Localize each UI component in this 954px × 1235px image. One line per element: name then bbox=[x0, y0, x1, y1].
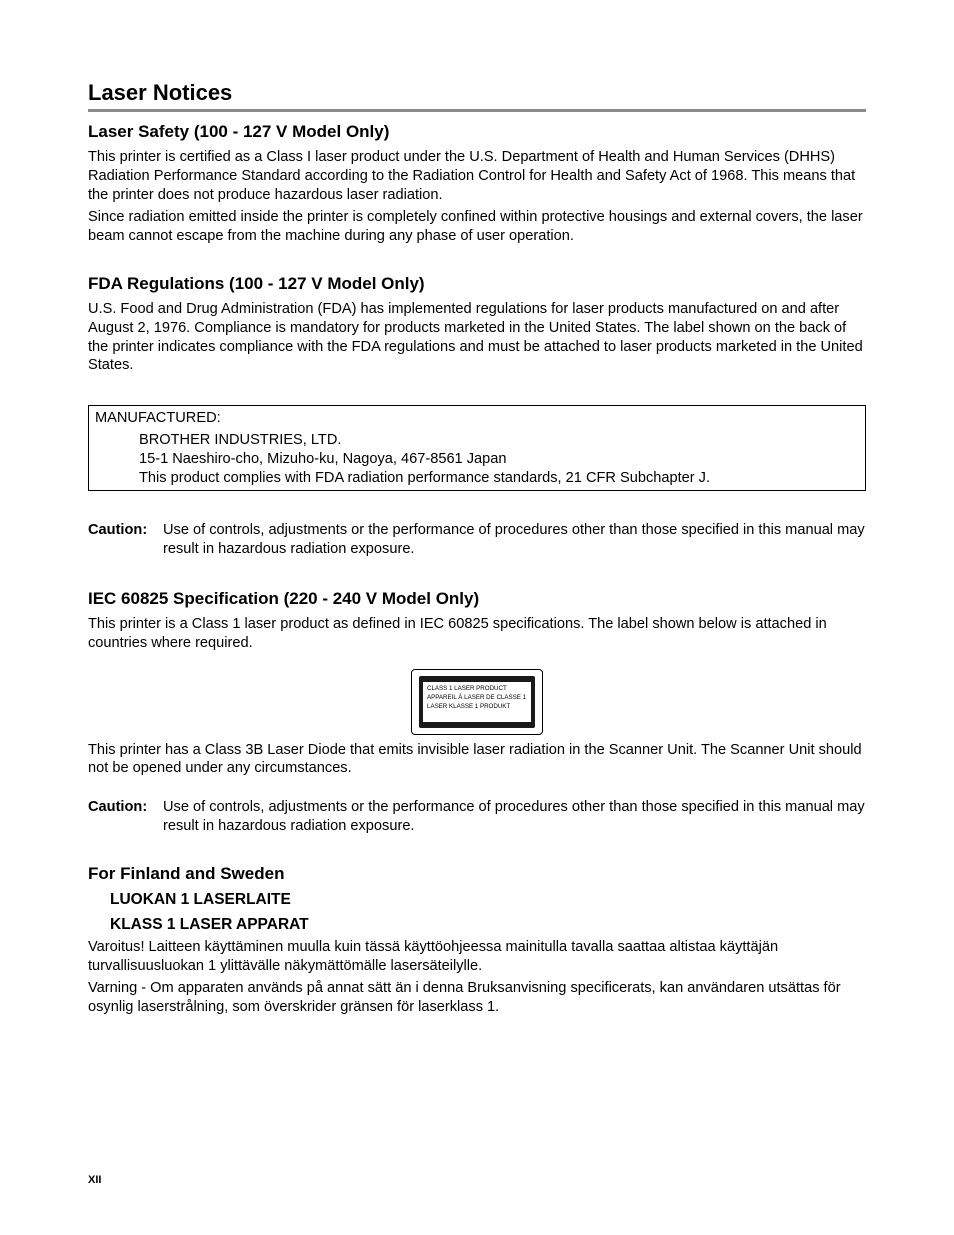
caution-note-1 bbox=[88, 521, 866, 559]
laser-label-text-area bbox=[423, 682, 531, 722]
caution-label: Caution: bbox=[88, 799, 148, 816]
laser-safety-heading: Laser Safety (100 - 127 V Model Only) bbox=[88, 122, 390, 141]
finland-sweden-heading: For Finland and Sweden bbox=[88, 863, 285, 883]
laser-safety-paragraph-2: Since radiation emitted inside the printer is completely confined within protective housings and external covers, the laser beam cannot escape from the machine during any phase of user operation. bbox=[88, 209, 863, 245]
fda-section bbox=[88, 274, 866, 375]
iec-section bbox=[88, 589, 866, 778]
document-page bbox=[88, 80, 866, 1017]
laser-label-border bbox=[419, 676, 535, 728]
laser-label-line: APPAREIL À LASER DE CLASSE 1 bbox=[427, 693, 527, 701]
manufacturer-compliance: This product complies with FDA radiation performance standards, 21 CFR Subchapter J. bbox=[139, 469, 711, 486]
caution-note-2 bbox=[88, 798, 866, 836]
laser-safety-section bbox=[88, 122, 866, 246]
laser-label-figure bbox=[88, 669, 866, 735]
iec-heading: IEC 60825 Specification (220 - 240 V Model Only) bbox=[88, 588, 480, 608]
laser-label-frame bbox=[411, 669, 543, 735]
swedish-class-label: KLASS 1 LASER APPARAT bbox=[110, 915, 309, 933]
swedish-warning: Varning - Om apparaten används på annat sätt än i denna Bruksanvisning specificerats, kan användaren utsättas för osynlig laserstrålning, som överskrider gränsen för laserklass 1. bbox=[88, 980, 841, 1016]
laser-label-line: CLASS 1 LASER PRODUCT bbox=[427, 684, 507, 692]
fda-paragraph: U.S. Food and Drug Administration (FDA) has implemented regulations for laser products manufactured on and after August 2, 1976. Compliance is mandatory for products marketed in the United States. The label shown on the back of the printer indicates compliance with the FDA regulations and must be attached to laser products marketed in the United States. bbox=[88, 300, 863, 374]
page-title: Laser Notices bbox=[88, 80, 866, 112]
manufacturer-company: BROTHER INDUSTRIES, LTD. bbox=[139, 431, 342, 448]
laser-label-line: LASER KLASSE 1 PRODUKT bbox=[427, 702, 511, 710]
finland-sweden-section bbox=[88, 864, 866, 1017]
iec-paragraph-1: This printer is a Class 1 laser product as defined in IEC 60825 specifications. The label shown below is attached in countries where required. bbox=[88, 615, 827, 651]
fda-heading: FDA Regulations (100 - 127 V Model Only) bbox=[88, 273, 425, 293]
laser-safety-paragraph-1: This printer is certified as a Class I laser product under the U.S. Department of Health and Human Services (DHHS) Radiation Performance Standard according to the Radiation Control for Health and Safety Act of 1968. This means that the printer does not produce hazardous laser radiation. bbox=[88, 149, 856, 203]
finnish-class-label: LUOKAN 1 LASERLAITE bbox=[110, 890, 291, 908]
page-number: XII bbox=[88, 1174, 102, 1186]
manufacturer-label: MANUFACTURED: bbox=[95, 410, 221, 427]
finnish-warning: Varoitus! Laitteen käyttäminen muulla kuin tässä käyttöohjeessa mainitulla tavalla saattaa altistaa käyttäjän turvallisuusluokan 1 ylittävälle näkymättömälle lasersäteilylle. bbox=[88, 938, 779, 974]
manufacturer-box bbox=[88, 405, 866, 491]
caution-text: Use of controls, adjustments or the performance of procedures other than those specified in this manual may result in hazardous radiation exposure. bbox=[163, 522, 865, 558]
manufacturer-address: 15-1 Naeshiro-cho, Mizuho-ku, Nagoya, 467-8561 Japan bbox=[139, 450, 507, 467]
caution-label: Caution: bbox=[88, 522, 148, 539]
iec-paragraph-2: This printer has a Class 3B Laser Diode that emits invisible laser radiation in the Scanner Unit. The Scanner Unit should not be opened under any circumstances. bbox=[88, 741, 862, 777]
caution-text: Use of controls, adjustments or the performance of procedures other than those specified in this manual may result in hazardous radiation exposure. bbox=[163, 799, 865, 834]
